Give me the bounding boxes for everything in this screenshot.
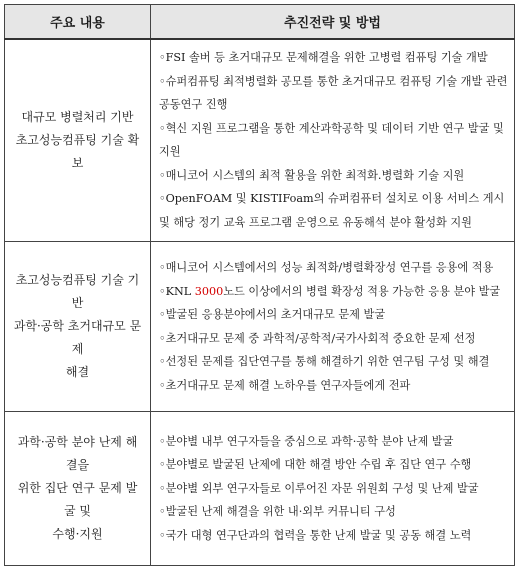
topic-line: 대규모 병렬처리 기반 <box>21 109 134 124</box>
topic-line: 과학·공학 분야 난제 해결을 <box>17 435 138 472</box>
list-item: ◦분야별로 발굴된 난제에 대한 해결 방안 수립 후 집단 연구 수행 <box>159 458 472 472</box>
row-methods <box>151 39 515 242</box>
topic-line: 위한 집단 연구 문제 발굴 및 <box>17 481 138 518</box>
row-methods <box>151 412 515 566</box>
list-item-knl <box>159 280 510 304</box>
row-topic <box>5 39 151 242</box>
knl-suffix: 노드 이상에서의 병렬 확장성 적용 가능한 응용 분야 발굴 <box>223 284 501 298</box>
knl-prefix: ◦KNL <box>159 284 195 298</box>
list-item: ◦분야별 내부 연구자들을 중심으로 과학·공학 분야 난제 발굴 <box>159 434 454 448</box>
knl-highlight: 3000 <box>194 284 224 298</box>
list-item: ◦OpenFOAM 및 KISTIFoam의 슈퍼컴퓨터 설치로 이용 서비스 게시 및 해당 정기 교육 프로그램 운영으로 유동해석 분야 활성화 지원 <box>159 192 505 229</box>
list-item: ◦매니코어 시스템에서의 성능 최적화/병렬확장성 연구를 응용에 적용 <box>159 261 494 274</box>
list-item: ◦선정된 문제를 집단연구를 통해 해결하기 위한 연구팀 구성 및 해결 <box>159 355 490 368</box>
row-topic <box>5 242 151 412</box>
table-row <box>5 39 515 242</box>
header-main-content: 주요 내용 <box>5 5 151 39</box>
list-item: ◦초거대규모 문제 중 과학적/공학적/국가사회적 중요한 문제 선정 <box>159 331 476 345</box>
table-row <box>5 242 515 412</box>
list-item: ◦국가 대형 연구단과의 협력을 통한 난제 발굴 및 공동 해결 노력 <box>159 528 472 542</box>
row-topic <box>5 412 151 566</box>
topic-line: 해결 <box>65 365 90 379</box>
topic-line: 초고성능컴퓨팅 기술 기반 <box>15 273 140 310</box>
list-item: ◦초거대규모 문제 해결 노하우를 연구자들에게 전파 <box>159 378 411 392</box>
table-row <box>5 412 515 566</box>
list-item: ◦분야별 외부 연구자들로 이루어진 자문 위원회 구성 및 난제 발굴 <box>159 481 479 495</box>
row-methods <box>151 242 515 412</box>
list-item: ◦발굴된 난제 해결을 위한 내·외부 커뮤니티 구성 <box>159 505 396 519</box>
list-item: ◦혁신 지원 프로그램을 통한 계산과학공학 및 데이터 기반 연구 발굴 및 지원 <box>159 121 504 159</box>
header-row <box>5 5 515 39</box>
header-strategy-method: 추진전략 및 방법 <box>151 5 515 39</box>
list-item: ◦매니코어 시스템의 최적 활용을 위한 최적화.병렬화 기술 지원 <box>159 168 465 182</box>
topic-line: 수행·지원 <box>52 527 103 541</box>
strategy-table <box>4 4 515 566</box>
topic-line: 초고성능컴퓨팅 기술 확보 <box>15 132 140 170</box>
topic-line: 과학·공학 초거대규모 문제 <box>13 319 142 356</box>
list-item: ◦슈퍼컴퓨팅 최적병렬화 공모를 통한 초거대규모 컴퓨팅 기술 개발 관련 공동연구 진행 <box>159 74 508 112</box>
list-item: ◦FSI 솔버 등 초거대규모 문제해결을 위한 고병렬 컴퓨팅 기술 개발 <box>159 51 488 65</box>
list-item: ◦발굴된 응용분야에서의 초거대규모 문제 발굴 <box>159 308 386 321</box>
